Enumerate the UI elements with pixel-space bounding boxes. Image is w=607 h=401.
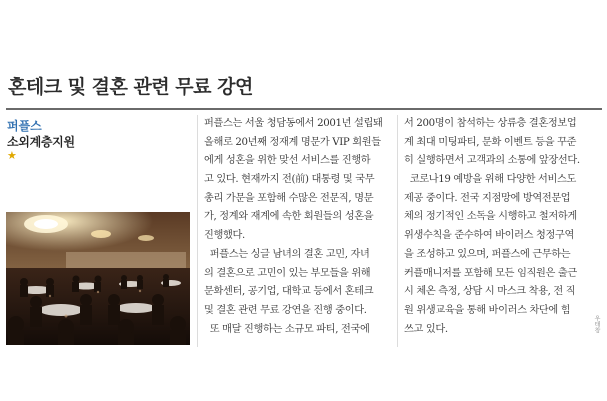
- text-line: 가, 정계와 재계에 속한 회원들의 성혼을: [204, 211, 374, 223]
- column-separator: [197, 115, 198, 347]
- star-icon: ★: [7, 149, 17, 162]
- text-line: 커플매니저를 포함해 모든 임직원은 출근: [404, 267, 577, 279]
- text-line: 진행했다.: [204, 230, 245, 242]
- text-line: 코로나19 예방을 위해 다양한 서비스도: [404, 174, 576, 186]
- event-photo: [6, 212, 190, 345]
- text-line: 에게 성혼을 위한 맞선 서비스를 진행하: [204, 155, 371, 167]
- text-line: 계 최대 미팅파티, 문화 이벤트 등을 꾸준: [404, 136, 577, 148]
- title-divider: [6, 108, 602, 110]
- text-line: 시 체온 측정, 상담 시 마스크 착용, 전 직: [404, 286, 576, 298]
- text-line: 퍼플스는 싱글 남녀의 결혼 고민, 자녀: [204, 248, 370, 260]
- article-column-1: [204, 115, 394, 339]
- text-line: 히 실행하면서 고객과의 소통에 앞장선다.: [404, 155, 580, 167]
- article-column-2: [404, 115, 594, 339]
- text-line: 제공 중이다. 전국 지점망에 방역전문업: [404, 192, 571, 204]
- column-separator: [397, 115, 398, 347]
- text-line: 의 결혼으로 고민이 있는 부모들을 위해: [204, 267, 371, 279]
- photo-credit: 우태창: [593, 315, 600, 333]
- banquet-hall-image: [6, 212, 190, 345]
- category-label: 소외계층지원: [7, 135, 75, 149]
- text-line: 쓰고 있다.: [404, 323, 448, 335]
- article-title: 혼테크 및 결혼 관련 무료 강연: [8, 76, 253, 98]
- text-line: 총리 가문을 포함해 수많은 전문직, 명문: [204, 192, 374, 204]
- text-line: 문화센터, 공기업, 대학교 등에서 혼테크: [204, 286, 374, 298]
- text-line: 고 있다. 현재까지 전(前) 대통령 및 국무: [204, 174, 375, 186]
- text-line: 또 매달 진행하는 소규모 파티, 전국에: [204, 323, 370, 335]
- text-line: 원 위생교육을 통해 바이러스 차단에 힘: [404, 304, 571, 316]
- text-line: 서 200명이 참석하는 상류층 결혼정보업: [404, 118, 577, 129]
- text-line: 퍼플스는 서울 청담동에서 2001년 설립돼: [204, 118, 383, 129]
- text-line: 체의 정기적인 소독을 시행하고 철저하게: [404, 211, 577, 223]
- organization-name: 퍼플스: [7, 119, 42, 133]
- text-line: 을 조성하고 있으며, 퍼플스에 근무하는: [404, 248, 571, 260]
- text-line: 및 결혼 관련 무료 강연을 진행 중이다.: [204, 304, 367, 316]
- text-line: 위생수칙을 준수하여 바이러스 청정구역: [404, 230, 575, 242]
- text-line: 올해로 20년째 정재계 명문가 VIP 회원들: [204, 136, 381, 148]
